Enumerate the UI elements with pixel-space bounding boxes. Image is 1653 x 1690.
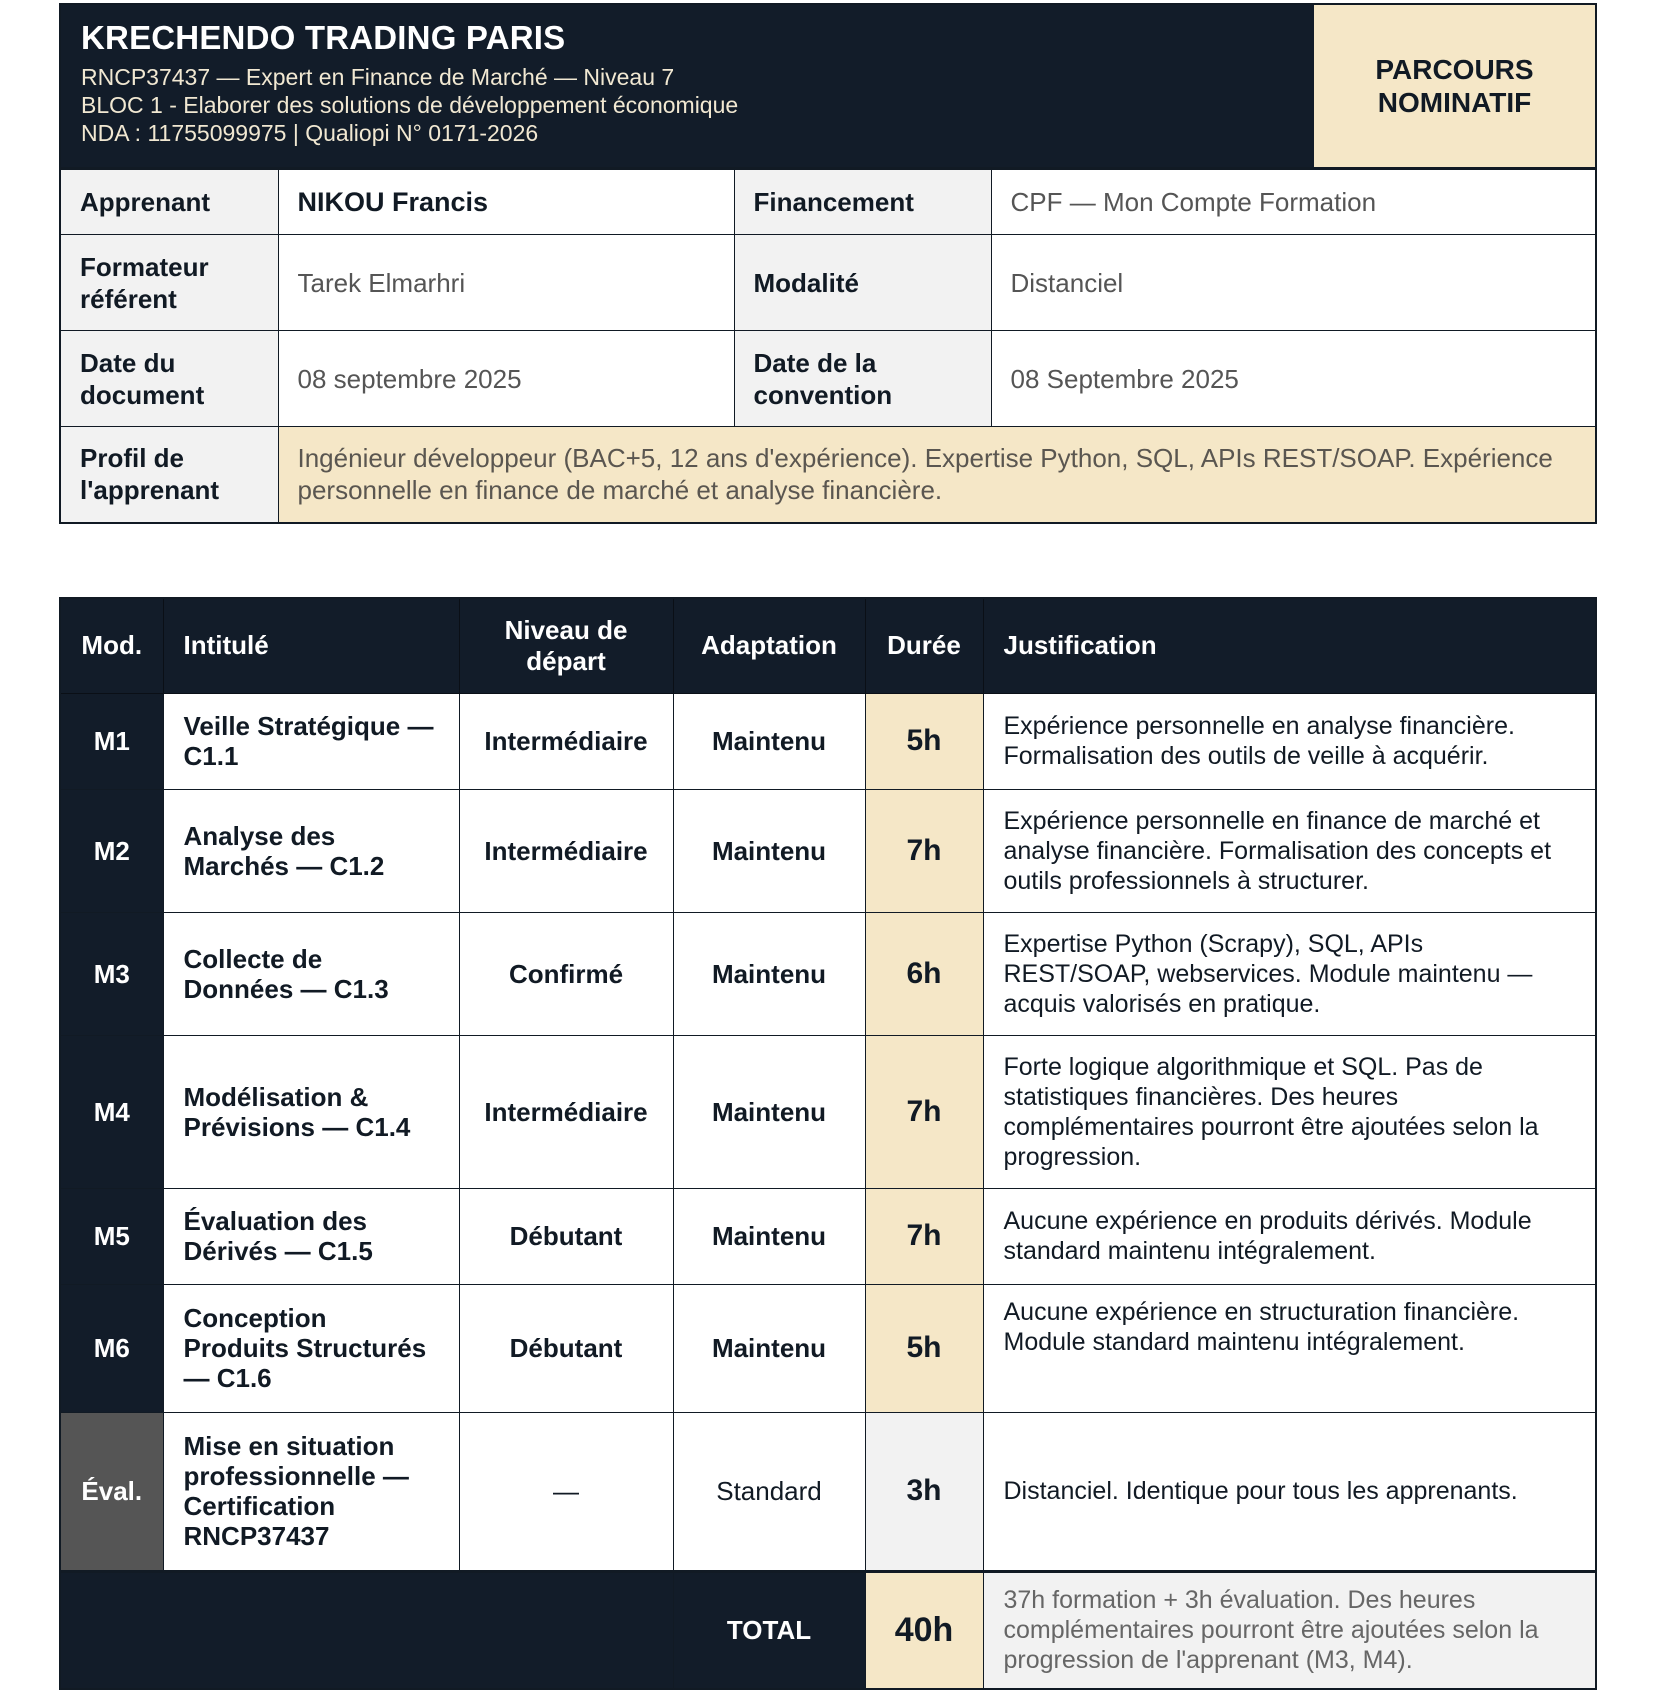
total-spacer — [60, 1571, 673, 1689]
modalite-label: Modalité — [734, 235, 991, 331]
module-niveau: Confirmé — [459, 912, 673, 1035]
module-duree: 5h — [865, 1284, 983, 1412]
badge-line-1: PARCOURS — [1375, 54, 1534, 85]
parcours-badge — [1314, 5, 1595, 167]
financement-label: Financement — [734, 170, 991, 235]
date-convention-value: 08 Septembre 2025 — [991, 331, 1596, 427]
apprenant-value: NIKOU Francis — [278, 170, 734, 235]
bloc-line: BLOC 1 - Elaborer des solutions de développement économique — [81, 92, 739, 118]
module-adaptation: Maintenu — [673, 693, 865, 789]
modalite-value: Distanciel — [991, 235, 1596, 331]
total-row — [60, 1571, 1596, 1689]
formateur-label: Formateur référent — [60, 235, 278, 331]
evaluation-title: Mise en situation professionnelle — Certification RNCP37437 — [163, 1412, 459, 1571]
total-note: 37h formation + 3h évaluation. Des heures complémentaires pourront être ajoutées selon la progression de l'apprenant (M3, M4). — [983, 1571, 1596, 1689]
apprenant-label: Apprenant — [60, 170, 278, 235]
module-justification: Expertise Python (Scrapy), SQL, APIs REST/SOAP, webservices. Module maintenu — acquis valorisés en pratique. — [983, 912, 1596, 1035]
col-header-mod: Mod. — [60, 598, 163, 694]
learner-info-table — [59, 169, 1597, 524]
modules-header-row — [60, 598, 1596, 694]
module-justification: Expérience personnelle en finance de marché et analyse financière. Formalisation des concepts et outils professionnels à structurer. — [983, 789, 1596, 912]
col-header-adaptation: Adaptation — [673, 598, 865, 694]
module-adaptation: Maintenu — [673, 912, 865, 1035]
evaluation-code: Éval. — [60, 1412, 163, 1571]
col-header-duree: Durée — [865, 598, 983, 694]
document — [59, 3, 1597, 1690]
module-justification: Expérience personnelle en analyse financière. Formalisation des outils de veille à acquérir. — [983, 693, 1596, 789]
module-code: M1 — [60, 693, 163, 789]
module-title: Collecte de Données — C1.3 — [163, 912, 459, 1035]
evaluation-niveau: — — [459, 1412, 673, 1571]
module-justification: Aucune expérience en structuration financière. Module standard maintenu intégralement. — [983, 1284, 1596, 1412]
module-niveau: Débutant — [459, 1188, 673, 1284]
module-duree: 7h — [865, 1188, 983, 1284]
table-row-evaluation — [60, 1412, 1596, 1571]
total-duree: 40h — [865, 1571, 983, 1689]
info-row — [60, 235, 1596, 331]
module-title: Analyse des Marchés — C1.2 — [163, 789, 459, 912]
formateur-value: Tarek Elmarhri — [278, 235, 734, 331]
date-convention-label: Date de la convention — [734, 331, 991, 427]
module-niveau: Intermédiaire — [459, 693, 673, 789]
module-title: Conception Produits Structurés — C1.6 — [163, 1284, 459, 1412]
col-header-justification: Justification — [983, 598, 1596, 694]
module-title: Veille Stratégique — C1.1 — [163, 693, 459, 789]
module-title: Modélisation & Prévisions — C1.4 — [163, 1035, 459, 1188]
module-niveau: Débutant — [459, 1284, 673, 1412]
financement-value: CPF — Mon Compte Formation — [991, 170, 1596, 235]
module-duree: 7h — [865, 1035, 983, 1188]
module-niveau: Intermédiaire — [459, 1035, 673, 1188]
table-row — [60, 1188, 1596, 1284]
module-justification: Forte logique algorithmique et SQL. Pas de statistiques financières. Des heures complémentaires pourront être ajoutées selon la progression. — [983, 1035, 1596, 1188]
date-document-value: 08 septembre 2025 — [278, 331, 734, 427]
table-row — [60, 1035, 1596, 1188]
header-org-block — [61, 5, 1314, 167]
evaluation-justification: Distanciel. Identique pour tous les apprenants. — [983, 1412, 1596, 1571]
org-title: KRECHENDO TRADING PARIS — [81, 19, 566, 56]
document-header — [59, 3, 1597, 169]
col-header-niveau: Niveau de départ — [459, 598, 673, 694]
table-row — [60, 1284, 1596, 1412]
profil-value: Ingénieur développeur (BAC+5, 12 ans d'expérience). Expertise Python, SQL, APIs REST/SOAP. Expérience personnelle en finance de marché et analyse financière. — [278, 427, 1596, 523]
rncp-line: RNCP37437 — Expert en Finance de Marché — Niveau 7 — [81, 64, 675, 90]
module-duree: 7h — [865, 789, 983, 912]
module-code: M6 — [60, 1284, 163, 1412]
badge-line-2: NOMINATIF — [1377, 87, 1532, 118]
table-row — [60, 693, 1596, 789]
module-adaptation: Maintenu — [673, 789, 865, 912]
module-code: M2 — [60, 789, 163, 912]
module-code: M5 — [60, 1188, 163, 1284]
module-niveau: Intermédiaire — [459, 789, 673, 912]
total-label: TOTAL — [673, 1571, 865, 1689]
evaluation-duree: 3h — [865, 1412, 983, 1571]
info-row — [60, 170, 1596, 235]
module-adaptation: Maintenu — [673, 1188, 865, 1284]
col-header-intitule: Intitulé — [163, 598, 459, 694]
info-row — [60, 331, 1596, 427]
module-justification: Aucune expérience en produits dérivés. Module standard maintenu intégralement. — [983, 1188, 1596, 1284]
table-row — [60, 789, 1596, 912]
module-adaptation: Maintenu — [673, 1284, 865, 1412]
module-code: M4 — [60, 1035, 163, 1188]
module-title: Évaluation des Dérivés — C1.5 — [163, 1188, 459, 1284]
date-document-label: Date du document — [60, 331, 278, 427]
module-adaptation: Maintenu — [673, 1035, 865, 1188]
module-duree: 6h — [865, 912, 983, 1035]
module-code: M3 — [60, 912, 163, 1035]
profil-label: Profil de l'apprenant — [60, 427, 278, 523]
evaluation-adaptation: Standard — [673, 1412, 865, 1571]
info-row — [60, 427, 1596, 523]
modules-table — [59, 597, 1597, 1690]
nda-line: NDA : 11755099975 | Qualiopi N° 0171-2026 — [81, 120, 539, 146]
table-row — [60, 912, 1596, 1035]
module-duree: 5h — [865, 693, 983, 789]
